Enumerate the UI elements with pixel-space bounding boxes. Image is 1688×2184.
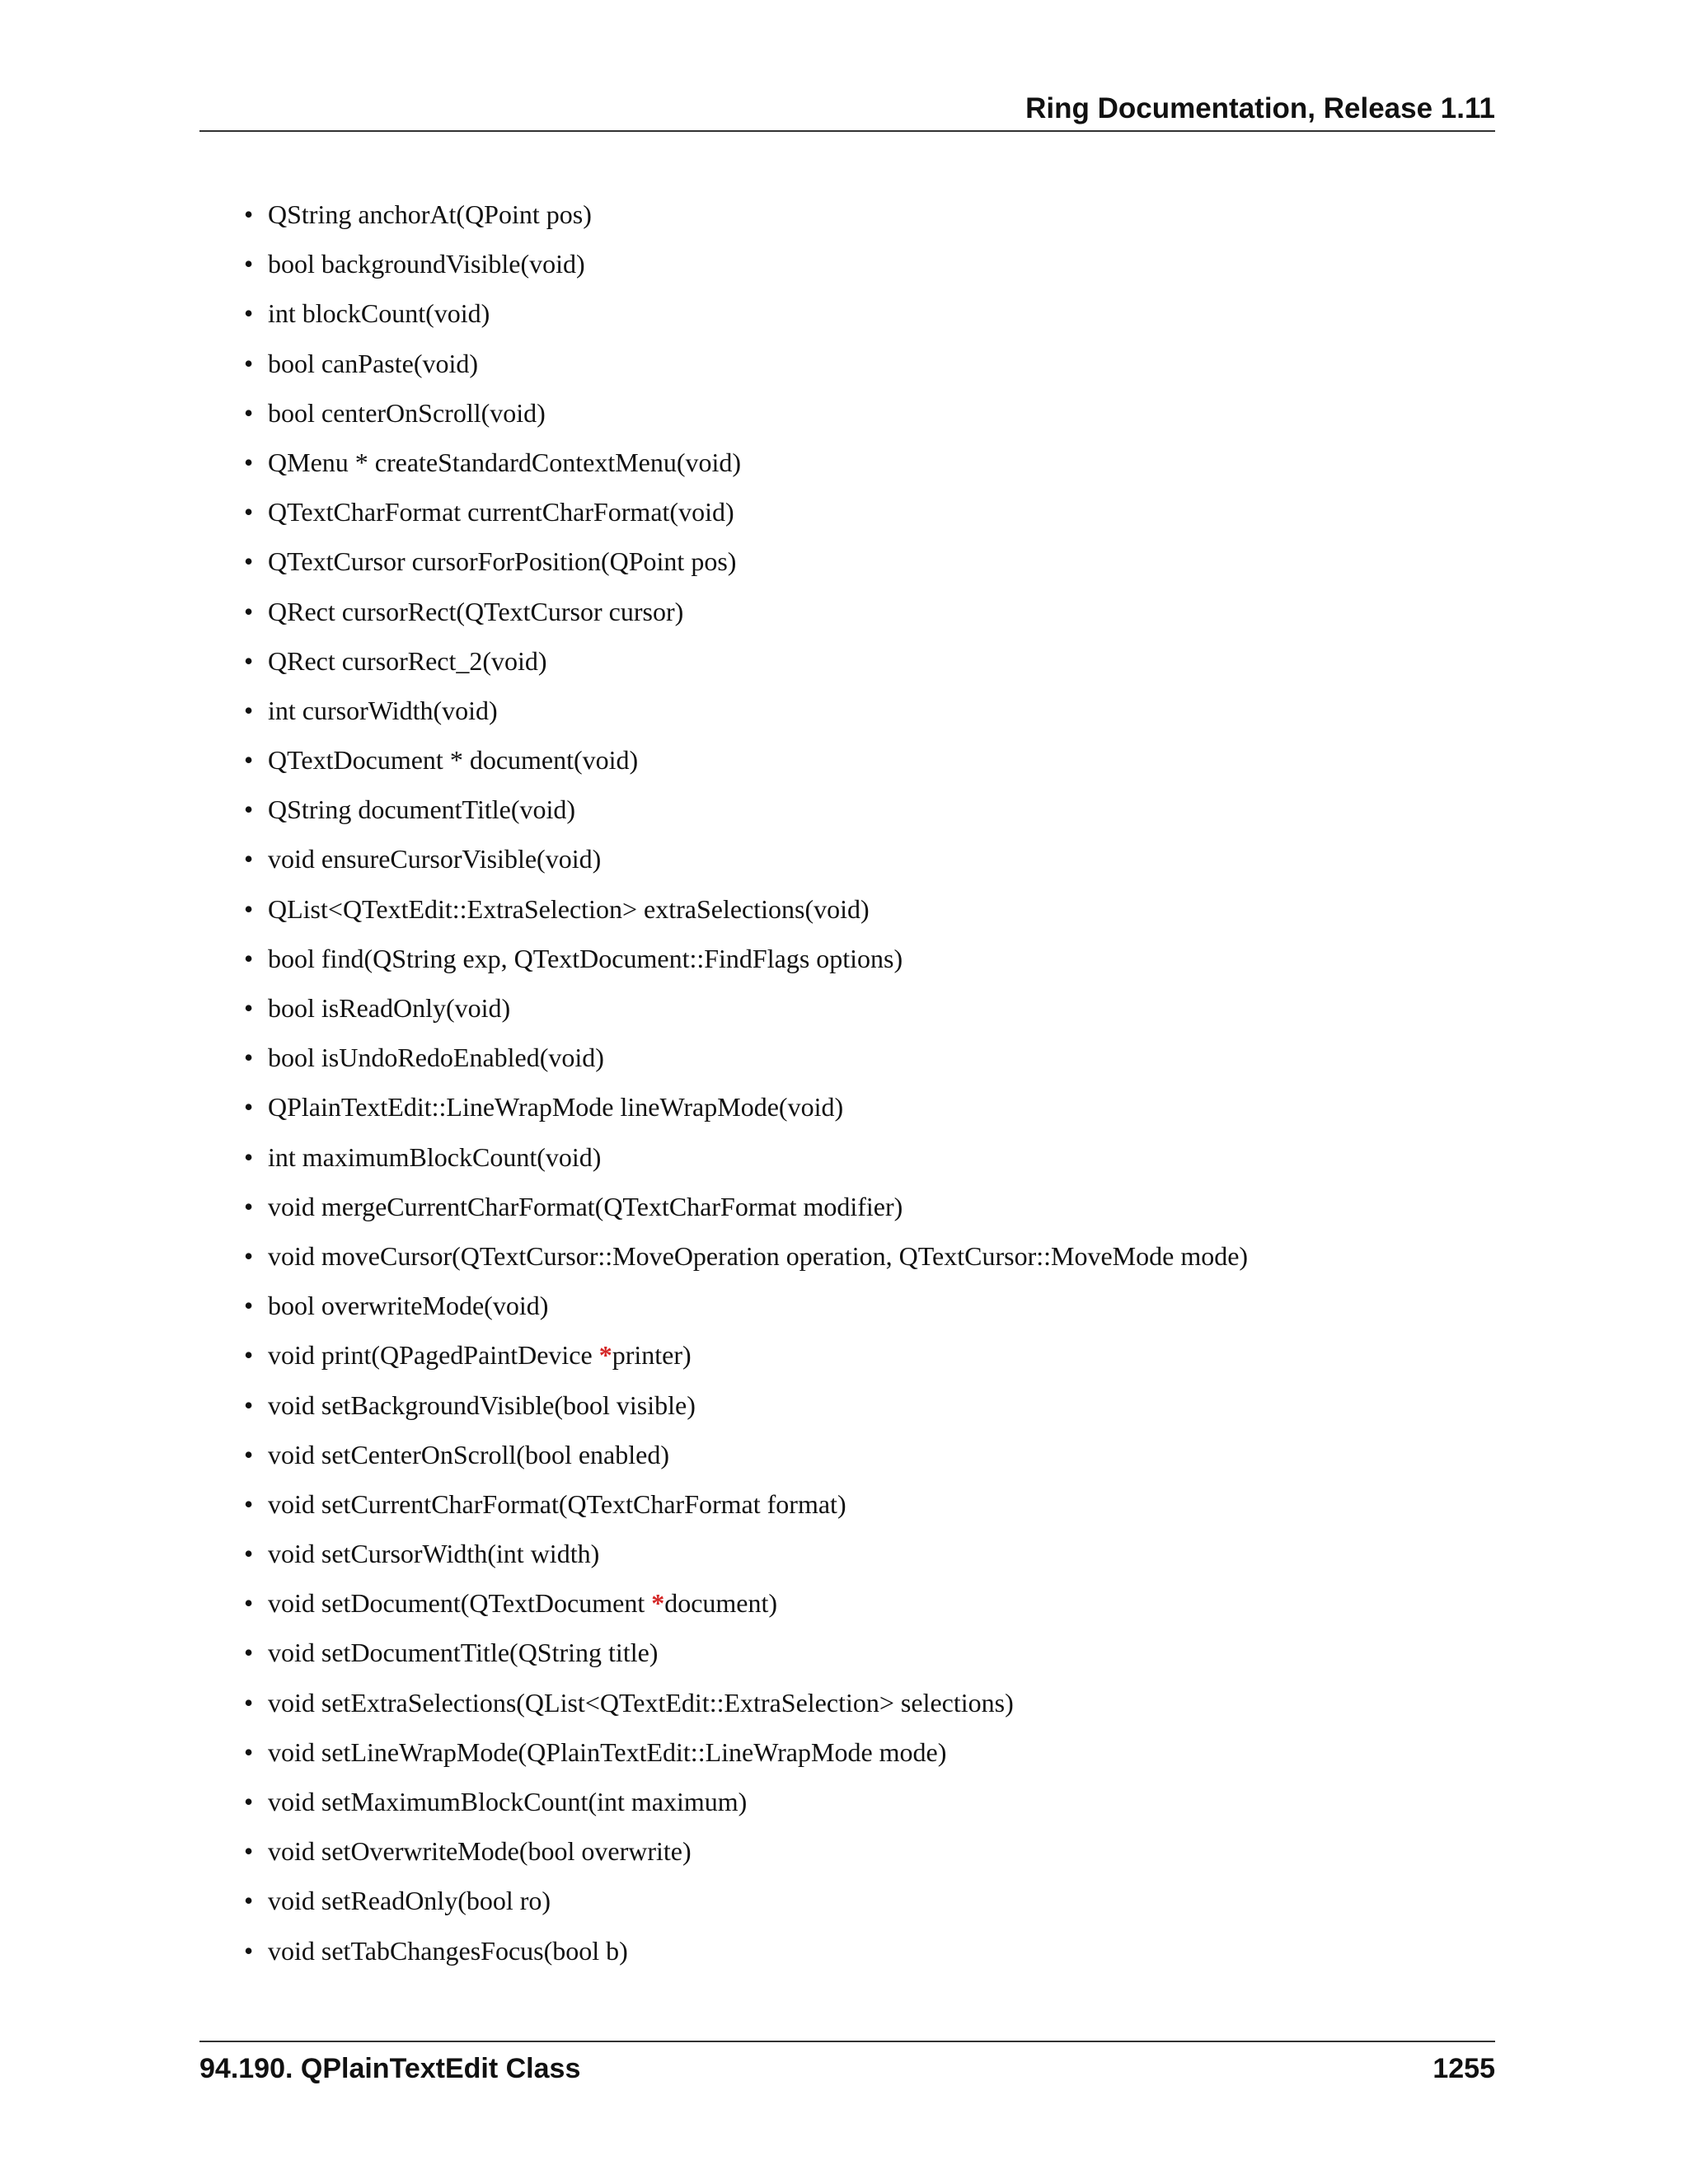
method-signature: QTextCharFormat currentCharFormat(void) xyxy=(268,497,734,527)
bullet-icon: • xyxy=(244,1638,254,1668)
method-signature: bool find(QString exp, QTextDocument::FindFlags options) xyxy=(268,943,903,973)
bullet-icon: • xyxy=(244,447,254,477)
list-item xyxy=(244,942,1248,991)
list-item xyxy=(244,1537,1248,1586)
list-item xyxy=(244,446,1248,495)
list-item xyxy=(244,694,1248,743)
method-signature-end: printer) xyxy=(612,1340,692,1371)
bullet-icon: • xyxy=(244,1191,254,1221)
method-signature: QMenu * createStandardContextMenu(void) xyxy=(268,447,742,477)
list-item xyxy=(244,1438,1248,1488)
list-item xyxy=(244,743,1248,793)
bullet-icon: • xyxy=(244,1836,254,1867)
bullet-icon: • xyxy=(244,298,254,329)
bullet-icon: • xyxy=(244,199,254,229)
page-footer xyxy=(199,2041,1495,2092)
method-signature: bool isUndoRedoEnabled(void) xyxy=(268,1043,604,1073)
list-item xyxy=(244,1785,1248,1835)
method-signature: void setCenterOnScroll(bool enabled) xyxy=(268,1439,669,1469)
bullet-icon: • xyxy=(244,1886,254,1916)
method-signature: QRect cursorRect(QTextCursor cursor) xyxy=(268,596,684,626)
bullet-icon: • xyxy=(244,993,254,1023)
method-signature: bool isReadOnly(void) xyxy=(268,993,511,1023)
bullet-icon: • xyxy=(244,249,254,279)
method-signature: QTextCursor cursorForPosition(QPoint pos) xyxy=(268,546,737,577)
method-signature: QRect cursorRect_2(void) xyxy=(268,645,547,676)
pointer-asterisk: * xyxy=(598,1340,612,1371)
bullet-icon: • xyxy=(244,1736,254,1767)
list-item xyxy=(244,297,1248,346)
list-item xyxy=(244,1835,1248,1884)
method-signature: void setLineWrapMode(QPlainTextEdit::LineWrapMode mode) xyxy=(268,1736,947,1767)
method-signature: int maximumBlockCount(void) xyxy=(268,1141,602,1172)
bullet-icon: • xyxy=(244,794,254,825)
bullet-icon: • xyxy=(244,1141,254,1172)
page-number: 1255 xyxy=(1432,2053,1495,2084)
method-signature-start: void setDocument(QTextDocument xyxy=(268,1588,652,1619)
list-item xyxy=(244,1686,1248,1736)
list-item xyxy=(244,1934,1248,1984)
method-signature: void setBackgroundVisible(bool visible) xyxy=(268,1390,696,1420)
list-item xyxy=(244,793,1248,842)
bullet-icon: • xyxy=(244,645,254,676)
list-item xyxy=(244,247,1248,297)
method-signature: void setReadOnly(bool ro) xyxy=(268,1886,551,1916)
list-item xyxy=(244,1488,1248,1537)
bullet-icon: • xyxy=(244,348,254,378)
method-signature: void setMaximumBlockCount(int maximum) xyxy=(268,1787,748,1816)
list-item xyxy=(244,545,1248,594)
list-item xyxy=(244,495,1248,545)
bullet-icon: • xyxy=(244,1092,254,1122)
list-item xyxy=(244,1041,1248,1090)
bullet-icon: • xyxy=(244,1588,254,1619)
list-item xyxy=(244,842,1248,892)
list-item xyxy=(244,1736,1248,1785)
method-signature: bool overwriteMode(void) xyxy=(268,1291,549,1321)
method-signature: bool canPaste(void) xyxy=(268,348,479,378)
list-item xyxy=(244,1190,1248,1240)
method-signature: void ensureCursorVisible(void) xyxy=(268,844,602,874)
list-item xyxy=(244,1884,1248,1933)
list-item xyxy=(244,396,1248,446)
section-title: 94.190. QPlainTextEdit Class xyxy=(199,2053,581,2084)
method-signature: QTextDocument * document(void) xyxy=(268,745,639,776)
bullet-icon: • xyxy=(244,844,254,874)
method-signature: void moveCursor(QTextCursor::MoveOperation operation, QTextCursor::MoveMode mode) xyxy=(268,1240,1249,1271)
bullet-icon: • xyxy=(244,397,254,428)
method-signature: QString documentTitle(void) xyxy=(268,794,576,825)
bullet-icon: • xyxy=(244,695,254,725)
list-item xyxy=(244,991,1248,1041)
page-header xyxy=(199,91,1495,132)
method-signature: bool centerOnScroll(void) xyxy=(268,397,546,428)
method-signature: QString anchorAt(QPoint pos) xyxy=(268,199,592,229)
method-signature: void setCursorWidth(int width) xyxy=(268,1539,600,1569)
list-item xyxy=(244,1636,1248,1685)
bullet-icon: • xyxy=(244,1687,254,1718)
bullet-icon: • xyxy=(244,596,254,626)
bullet-icon: • xyxy=(244,1240,254,1271)
bullet-icon: • xyxy=(244,893,254,924)
document-title: Ring Documentation, Release 1.11 xyxy=(1025,92,1495,124)
pointer-asterisk: * xyxy=(651,1588,665,1619)
method-signature: void setTabChangesFocus(bool b) xyxy=(268,1935,628,1966)
method-signature: void setOverwriteMode(bool overwrite) xyxy=(268,1836,692,1867)
bullet-icon: • xyxy=(244,1043,254,1073)
list-item xyxy=(244,347,1248,396)
bullet-icon: • xyxy=(244,943,254,973)
bullet-icon: • xyxy=(244,1291,254,1321)
list-item xyxy=(244,1240,1249,1289)
method-signature-end: document) xyxy=(664,1588,778,1619)
bullet-icon: • xyxy=(244,1390,254,1420)
list-item xyxy=(244,1141,1248,1190)
method-signature: int blockCount(void) xyxy=(268,298,490,329)
bullet-icon: • xyxy=(244,1488,254,1519)
list-item xyxy=(244,1389,1248,1438)
list-item xyxy=(244,893,1248,942)
method-signature: void setDocumentTitle(QString title) xyxy=(268,1638,659,1668)
bullet-icon: • xyxy=(244,546,254,577)
bullet-icon: • xyxy=(244,1935,254,1966)
list-item xyxy=(244,1586,1248,1636)
list-item xyxy=(244,1338,1248,1388)
method-signature: int cursorWidth(void) xyxy=(268,695,498,725)
method-signature: QList<QTextEdit::ExtraSelection> extraSelections(void) xyxy=(268,893,870,924)
list-item xyxy=(244,1090,1248,1140)
list-item xyxy=(244,595,1248,644)
list-item xyxy=(244,644,1248,694)
method-list xyxy=(244,198,1249,1984)
method-signature-start: void print(QPagedPaintDevice xyxy=(268,1340,599,1371)
bullet-icon: • xyxy=(244,497,254,527)
list-item xyxy=(244,1289,1248,1338)
method-signature: bool backgroundVisible(void) xyxy=(268,249,585,279)
bullet-icon: • xyxy=(244,1439,254,1469)
bullet-icon: • xyxy=(244,1539,254,1569)
bullet-icon: • xyxy=(244,745,254,776)
method-signature: void mergeCurrentCharFormat(QTextCharFormat modifier) xyxy=(268,1191,903,1221)
method-signature: QPlainTextEdit::LineWrapMode lineWrapMode(void) xyxy=(268,1092,844,1122)
list-item xyxy=(244,198,1248,247)
bullet-icon: • xyxy=(244,1787,254,1816)
method-signature: void setCurrentCharFormat(QTextCharFormat format) xyxy=(268,1488,846,1519)
method-signature: void setExtraSelections(QList<QTextEdit::ExtraSelection> selections) xyxy=(268,1687,1014,1718)
bullet-icon: • xyxy=(244,1340,254,1371)
